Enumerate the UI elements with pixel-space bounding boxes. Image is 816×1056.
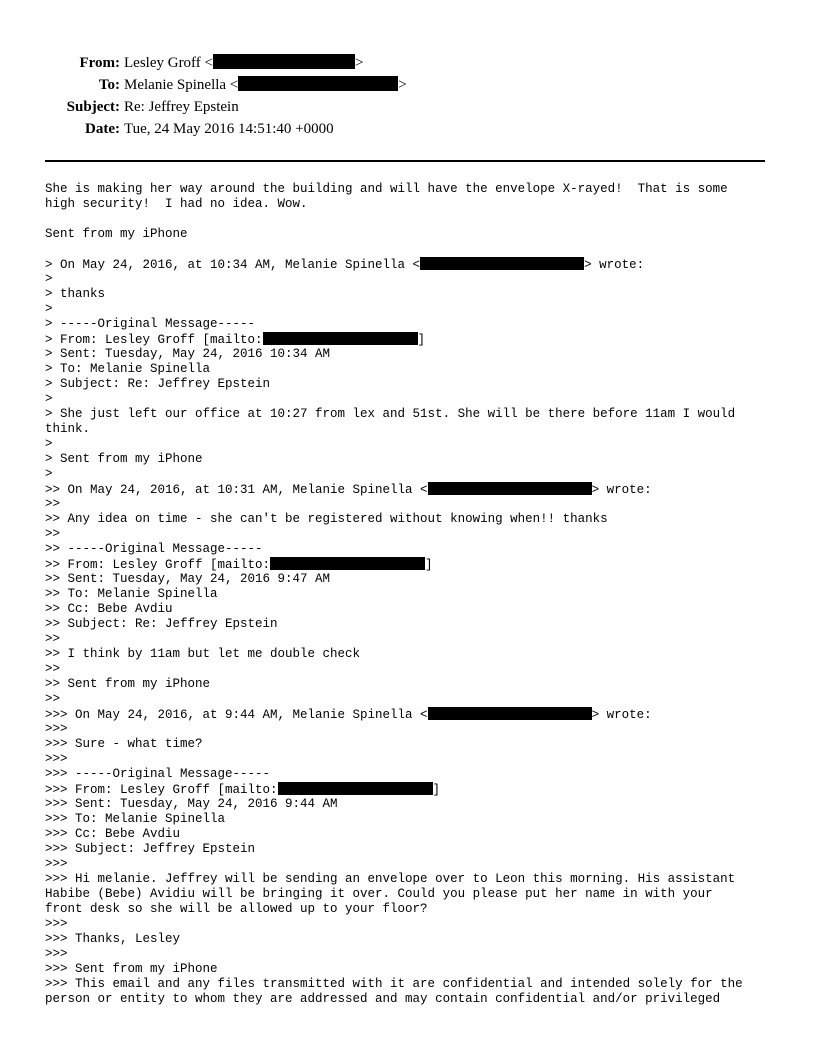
body-line — [45, 287, 785, 302]
body-line-text: >>> Hi melanie. Jeffrey will be sending an envelope over to Leon this morning. His assistant — [45, 872, 736, 886]
body-line-text: >> — [45, 692, 61, 706]
body-line — [45, 617, 785, 632]
body-line — [45, 542, 785, 557]
redaction-block — [263, 332, 418, 345]
body-line — [45, 962, 785, 977]
body-line-text: person or entity to whom they are addressed and may contain confidential and/or privileged — [45, 992, 721, 1006]
body-line — [45, 632, 785, 647]
body-line — [45, 407, 785, 422]
body-line-suffix: ] — [432, 783, 441, 797]
body-line-text: >> I think by 11am but let me double check — [45, 647, 361, 661]
header-divider — [45, 160, 765, 162]
body-line — [45, 527, 785, 542]
body-line-text: front desk so she will be allowed up to your floor? — [45, 902, 428, 916]
body-line-text: think. — [45, 422, 91, 436]
body-line — [45, 842, 785, 857]
body-line-text: >> Any idea on time - she can't be registered without knowing when!! thanks — [45, 512, 608, 526]
body-line-text: >>> — [45, 947, 68, 961]
redaction-block — [213, 54, 355, 69]
body-line — [45, 737, 785, 752]
body-line — [45, 797, 785, 812]
body-line — [45, 647, 785, 662]
body-line-text: >> Cc: Bebe Avdiu — [45, 602, 173, 616]
body-line — [45, 377, 785, 392]
body-line-text: >> — [45, 632, 61, 646]
body-line — [45, 767, 785, 782]
body-line — [45, 902, 785, 917]
body-line-text: > — [45, 302, 53, 316]
body-line — [45, 812, 785, 827]
body-line-text: >>> Sure - what time? — [45, 737, 203, 751]
body-line-text: > Subject: Re: Jeffrey Epstein — [45, 377, 271, 391]
body-line-text: >> From: Lesley Groff [mailto: — [45, 558, 271, 572]
body-line-text: > Sent from my iPhone — [45, 452, 203, 466]
to-name: Melanie Spinella < — [124, 77, 239, 93]
to-value — [124, 74, 407, 96]
body-line-text: > -----Original Message----- — [45, 317, 256, 331]
body-line — [45, 362, 785, 377]
body-line — [45, 392, 785, 407]
from-name: Lesley Groff < — [124, 55, 213, 71]
body-line — [45, 302, 785, 317]
body-line-text: > She just left our office at 10:27 from lex and 51st. She will be there before 11am I would — [45, 407, 736, 421]
redaction-block — [420, 257, 584, 270]
body-line-text: >>> Sent from my iPhone — [45, 962, 218, 976]
body-line — [45, 557, 785, 572]
body-line-text: >>> — [45, 722, 68, 736]
redaction-block — [238, 76, 398, 91]
body-line — [45, 347, 785, 362]
body-line — [45, 452, 785, 467]
body-line — [45, 572, 785, 587]
body-line-suffix: ] — [417, 333, 426, 347]
body-line — [45, 677, 785, 692]
body-line-text: >>> -----Original Message----- — [45, 767, 271, 781]
body-line-text: >> -----Original Message----- — [45, 542, 263, 556]
body-line-text: > On May 24, 2016, at 10:34 AM, Melanie Spinella < — [45, 258, 421, 272]
body-line — [45, 512, 785, 527]
body-line — [45, 887, 785, 902]
body-line — [45, 182, 785, 197]
body-line — [45, 317, 785, 332]
date-value: Tue, 24 May 2016 14:51:40 +0000 — [124, 121, 334, 137]
body-line — [45, 227, 785, 242]
body-line-text: Sent from my iPhone — [45, 227, 188, 241]
body-line — [45, 857, 785, 872]
body-line-suffix: ] — [425, 558, 433, 572]
body-line — [45, 662, 785, 677]
body-line-text: >> To: Melanie Spinella — [45, 587, 218, 601]
body-line — [45, 467, 785, 482]
body-line-text: >>> Subject: Jeffrey Epstein — [45, 842, 256, 856]
body-line-text: >> — [45, 527, 61, 541]
body-line — [45, 437, 785, 452]
body-line — [45, 752, 785, 767]
body-line-text: >> Sent from my iPhone — [45, 677, 211, 691]
redaction-block — [270, 557, 425, 570]
body-line-text: >>> Cc: Bebe Avdiu — [45, 827, 181, 841]
body-line-text: >> — [45, 662, 61, 676]
body-line — [45, 257, 785, 272]
body-line-text: > To: Melanie Spinella — [45, 362, 211, 376]
body-line-text: > — [45, 272, 53, 286]
body-line-text: >> — [45, 497, 61, 511]
body-line-text: > thanks — [45, 287, 106, 301]
body-line — [45, 602, 785, 617]
body-line — [45, 707, 785, 722]
body-line — [45, 917, 785, 932]
email-body — [45, 182, 785, 1007]
redaction-block — [428, 482, 592, 495]
body-line — [45, 482, 785, 497]
body-line — [45, 497, 785, 512]
body-line-text: >> Subject: Re: Jeffrey Epstein — [45, 617, 278, 631]
body-line-text: >>> This email and any files transmitted with it are confidential and intended solely for the — [45, 977, 743, 991]
body-line-text: She is making her way around the building and will have the envelope X-rayed! That is some — [45, 182, 728, 196]
body-line-text: >>> — [45, 857, 68, 871]
subject-row — [0, 96, 816, 118]
body-line-text: >>> — [45, 917, 68, 931]
body-line — [45, 872, 785, 887]
date-label: Date: — [85, 121, 120, 137]
body-line — [45, 782, 785, 797]
body-line-text: >>> On May 24, 2016, at 9:44 AM, Melanie Spinella < — [45, 708, 428, 722]
body-line — [45, 932, 785, 947]
date-row — [0, 118, 816, 140]
body-line-text: >>> To: Melanie Spinella — [45, 812, 226, 826]
body-line-text: Habibe (Bebe) Avidiu will be bringing it over. Could you please put her name in with your — [45, 887, 713, 901]
body-line-text: > — [45, 392, 53, 406]
subject-label: Subject: — [66, 99, 120, 115]
from-row — [0, 52, 816, 74]
body-line — [45, 212, 785, 227]
body-line-text: >>> From: Lesley Groff [mailto: — [45, 783, 278, 797]
body-line-text: > — [45, 467, 53, 481]
body-line-text: >>> Sent: Tuesday, May 24, 2016 9:44 AM — [45, 797, 338, 811]
body-line-text: > — [45, 437, 53, 451]
body-line-suffix: > wrote: — [584, 258, 645, 272]
body-line — [45, 332, 785, 347]
body-line-text: >> On May 24, 2016, at 10:31 AM, Melanie Spinella < — [45, 483, 428, 497]
body-line — [45, 722, 785, 737]
body-line — [45, 977, 785, 992]
subject-value: Re: Jeffrey Epstein — [124, 99, 239, 115]
body-line-suffix: > wrote: — [591, 708, 652, 722]
body-line-suffix: > wrote: — [591, 483, 652, 497]
body-line — [45, 242, 785, 257]
from-close: > — [355, 55, 364, 71]
to-close: > — [398, 77, 407, 93]
to-label: To: — [98, 77, 120, 93]
body-line-text: > From: Lesley Groff [mailto: — [45, 333, 263, 347]
body-line — [45, 197, 785, 212]
body-line-text: >>> — [45, 752, 68, 766]
redaction-block — [428, 707, 592, 720]
body-line — [45, 947, 785, 962]
from-value — [124, 52, 363, 74]
body-line-text: >>> Thanks, Lesley — [45, 932, 181, 946]
body-line — [45, 272, 785, 287]
to-row — [0, 74, 816, 96]
body-line — [45, 587, 785, 602]
body-line-text: >> Sent: Tuesday, May 24, 2016 9:47 AM — [45, 572, 331, 586]
body-line-text: high security! I had no idea. Wow. — [45, 197, 308, 211]
body-line-text: > Sent: Tuesday, May 24, 2016 10:34 AM — [45, 347, 331, 361]
body-line — [45, 992, 785, 1007]
body-line — [45, 422, 785, 437]
redaction-block — [278, 782, 433, 795]
from-label: From: — [79, 55, 120, 71]
body-line — [45, 827, 785, 842]
body-line — [45, 692, 785, 707]
